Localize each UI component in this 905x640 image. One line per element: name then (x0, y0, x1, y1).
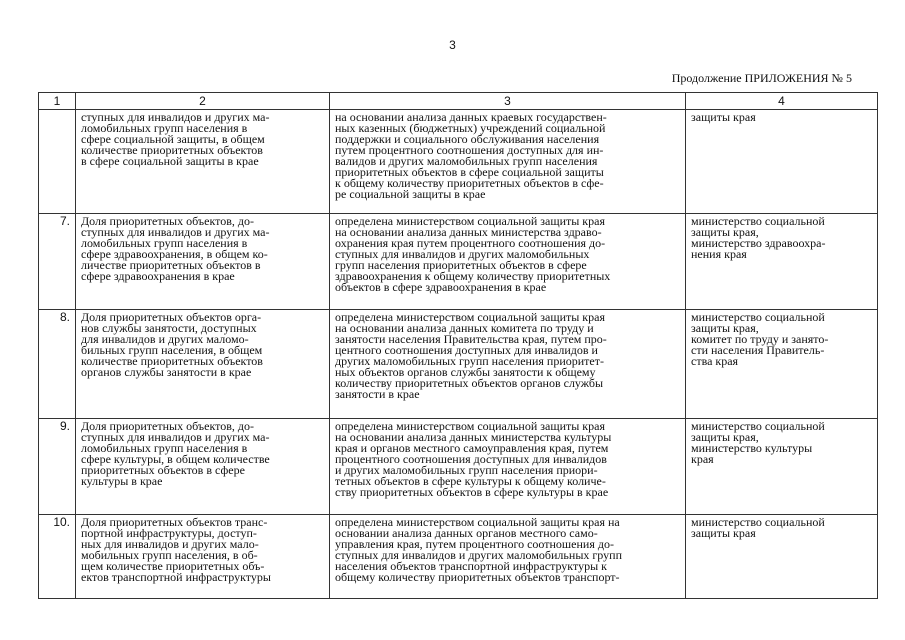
indicator-cell: Доля приоритетных объектов орга- нов службы занятости, доступных для инвалидов и других маломо- бильных групп населения, в общем количестве приоритетных объектов органов службы занятости в крае (76, 310, 330, 419)
column-header-2: 2 (76, 93, 330, 110)
table-row (39, 419, 878, 515)
row-number: 9. (39, 419, 76, 515)
header-row (39, 93, 878, 110)
column-header-4: 4 (686, 93, 878, 110)
responsible-cell: министерство социальной защиты края, комитет по труду и занято- сти населения Правитель- ства края (686, 310, 878, 419)
responsible-cell: защиты края (686, 110, 878, 214)
indicator-cell: Доля приоритетных объектов, до- ступных для инвалидов и других ма- ломобильных групп населения в сфере здравоохранения, в общем ко- личестве приоритетных объектов в сфере здравоохранения в крае (76, 214, 330, 310)
method-cell: определена министерством социальной защиты края на основании анализа данных комитета по труду и занятости населения Правительства края, путем про- центного соотношения доступных для инвалидов и других маломобильных групп населения приоритет- ных объектов органов службы занятости к общему количеству приоритетных объектов органов службы занятости в крае (330, 310, 686, 419)
row-number (39, 110, 76, 214)
row-number: 8. (39, 310, 76, 419)
responsible-cell: министерство социальной защиты края, министерство культуры края (686, 419, 878, 515)
responsible-cell: министерство социальной защиты края (686, 515, 878, 599)
column-header-3: 3 (330, 93, 686, 110)
page-number: 3 (449, 38, 456, 52)
row-number: 7. (39, 214, 76, 310)
row-number: 10. (39, 515, 76, 599)
table-row (39, 214, 878, 310)
method-cell: определена министерством социальной защиты края на основании анализа данных министерства здраво- охранения края путем процентного соотношения до- ступных для инвалидов и других маломобильных групп населения приоритетных объектов в сфере здравоохранения к общему количеству приоритетных объектов в сфере здравоохранения в крае (330, 214, 686, 310)
table-row (39, 310, 878, 419)
indicator-cell: ступных для инвалидов и других ма- ломобильных групп населения в сфере социальной защиты, в общем количестве приоритетных объектов в сфере социальной защиты в крае (76, 110, 330, 214)
table-row (39, 110, 878, 214)
indicator-cell: Доля приоритетных объектов, до- ступных для инвалидов и других ма- ломобильных групп населения в сфере культуры, в общем количестве приоритетных объектов в сфере культуры в крае (76, 419, 330, 515)
appendix-continuation-label: Продолжение ПРИЛОЖЕНИЯ № 5 (671, 71, 852, 85)
responsible-cell: министерство социальной защиты края, министерство здравоохра- нения края (686, 214, 878, 310)
method-cell: определена министерством социальной защиты края на основании анализа данных органов местного само- управления края, путем процентного соотношения до- ступных для инвалидов и других маломобильных групп населения объектов транспортной инфраструктуры к общему количеству приоритетных объектов транспорт- (330, 515, 686, 599)
indicator-cell: Доля приоритетных объектов транс- портной инфраструктуры, доступ- ных для инвалидов и других мало- мобильных групп населения, в об- щем количестве приоритетных объ- ектов транспортной инфраструктуры (76, 515, 330, 599)
method-cell: определена министерством социальной защиты края на основании анализа данных министерства культуры края и органов местного самоуправления края, путем процентного соотношения доступных для инвалидов и других маломобильных групп населения приори- тетных объектов в сфере культуры к общему количе- ству приоритетных объектов в сфере культуры в крае (330, 419, 686, 515)
method-cell: на основании анализа данных краевых государствен- ных казенных (бюджетных) учреждений социальной поддержки и социального обслуживания населения путем процентного соотношения доступных для ин- валидов и других маломобильных групп населения приоритетных объектов в сфере социальной защиты к общему количеству приоритетных объектов в сфе- ре социальной защиты в крае (330, 110, 686, 214)
table-row (39, 515, 878, 599)
column-header-1: 1 (39, 93, 76, 110)
indicators-table (38, 92, 878, 599)
